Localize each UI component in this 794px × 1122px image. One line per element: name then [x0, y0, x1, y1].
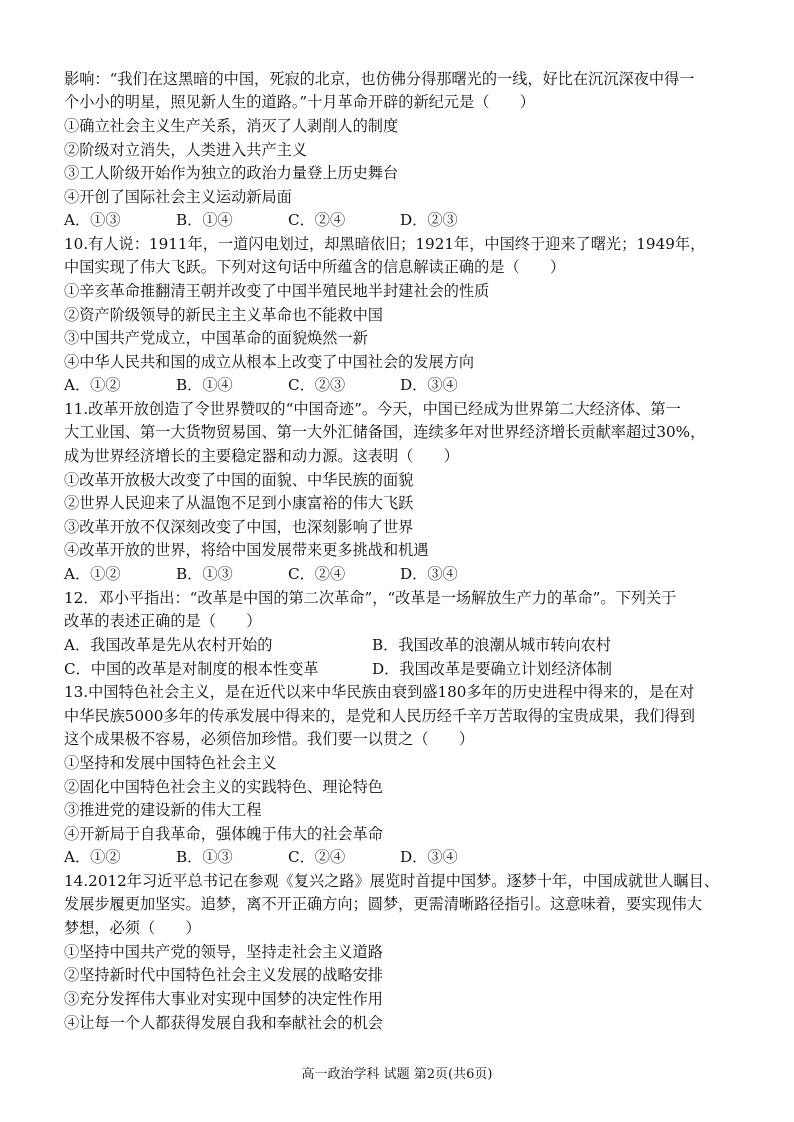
- q11-stem-line-2: 大工业国、第一大货物贸易国、第一大外汇储备国，连续多年对世界经济增长贡献率超过30%，: [64, 423, 706, 441]
- q10-item-4: ④中华人民共和国的成立从根本上改变了中国社会的发展方向: [64, 353, 475, 371]
- q14-stem-line-3: 梦想，必须（ ）: [64, 919, 201, 937]
- q13-item-4: ④开新局于自我革命，强体魄于伟大的社会革命: [64, 825, 383, 843]
- q11-stem-line-1: 11.改革开放创造了令世界赞叹的“中国奇迹”。今天，中国已经成为世界第二大经济体、第一: [64, 400, 681, 418]
- q13-option-d: D．③④: [400, 848, 458, 866]
- q14-item-3: ③充分发挥伟大事业对实现中国梦的决定性作用: [64, 990, 383, 1008]
- q11-option-d: D．③④: [400, 565, 458, 583]
- q9-stem-line-2: 个小小的明星，照见新人生的道路。”十月革命开辟的新纪元是（ ）: [64, 93, 535, 111]
- q9-item-3: ③工人阶级开始作为独立的政治力量登上历史舞台: [64, 164, 399, 182]
- q13-item-2: ②固化中国特色社会主义的实践特色、理论特色: [64, 778, 383, 796]
- q9-item-4: ④开创了国际社会主义运动新局面: [64, 188, 292, 206]
- q12-stem-line-1: 12．邓小平指出：“改革是中国的第二次革命”，“改革是一场解放生产力的革命”。下列关于: [64, 589, 677, 607]
- q11-option-b: B．①③: [176, 565, 233, 583]
- q9-option-d: D．②③: [400, 211, 458, 229]
- q9-option-c: C．②④: [288, 211, 346, 229]
- q14-item-4: ④让每一个人都获得发展自我和奉献社会的机会: [64, 1014, 383, 1032]
- q14-item-2: ②坚持新时代中国特色社会主义发展的战略安排: [64, 966, 383, 984]
- q10-options: [64, 375, 746, 395]
- q12-option-d: D．我国改革是要确立计划经济体制: [372, 660, 612, 678]
- q12-option-b: B．我国改革的浪潮从城市转向农村: [372, 636, 611, 654]
- q9-stem-line-1: 影响：“我们在这黑暗的中国，死寂的北京，也仿佛分得那曙光的一线，好比在沉沉深夜中得一: [64, 70, 695, 88]
- q10-stem-line-2: 中国实现了伟大飞跃。下列对这句话中所蕴含的信息解读正确的是（ ）: [64, 258, 566, 276]
- q13-option-c: C．②④: [288, 848, 346, 866]
- q12-options-row-1: [64, 635, 746, 655]
- q13-item-3: ③推进党的建设新的伟大工程: [64, 801, 262, 819]
- q9-option-b: B．①④: [176, 211, 233, 229]
- q10-item-1: ①辛亥革命推翻清王朝并改变了中国半殖民地半封建社会的性质: [64, 282, 490, 300]
- q13-option-b: B．①③: [176, 848, 233, 866]
- page-footer: 高一政治学科 试题 第2页(共6页): [301, 1067, 493, 1082]
- q12-stem-line-2: 改革的表述正确的是（ ）: [64, 612, 262, 630]
- q14-stem-line-1: 14.2012年习近平总书记在参观《复兴之路》展览时首提中国梦。逐梦十年，中国成就世人瞩目、: [64, 872, 720, 890]
- q11-option-c: C．②④: [288, 565, 346, 583]
- q14-item-1: ①坚持中国共产党的领导，坚持走社会主义道路: [64, 943, 383, 961]
- q11-stem-line-3: 成为世界经济增长的主要稳定器和动力源。这表明（ ）: [64, 447, 459, 465]
- q14-stem-line-2: 发展步履更加坚实。追梦，离不开正确方向；圆梦，更需清晰路径指引。这意味着，要实现伟大: [64, 895, 702, 913]
- q11-item-1: ①改革开放极大改变了中国的面貌、中华民族的面貌: [64, 471, 414, 489]
- q13-item-1: ①坚持和发展中国特色社会主义: [64, 754, 277, 772]
- q12-option-a: A．我国改革是先从农村开始的: [64, 636, 273, 654]
- q13-stem-line-3: 这个成果极不容易，必须倍加珍惜。我们要一以贯之（ ）: [64, 730, 475, 748]
- q11-item-4: ④改革开放的世界，将给中国发展带来更多挑战和机遇: [64, 541, 429, 559]
- q13-options: [64, 847, 746, 867]
- q11-item-2: ②世界人民迎来了从温饱不足到小康富裕的伟大飞跃: [64, 494, 414, 512]
- q13-option-a: A．①②: [64, 848, 121, 866]
- q9-options: [64, 210, 746, 230]
- q9-item-2: ②阶级对立消失，人类进入共产主义: [64, 141, 307, 159]
- q11-options: [64, 564, 746, 584]
- q10-item-2: ②资产阶级领导的新民主主义革命也不能救中国: [64, 306, 383, 324]
- q12-option-c: C．中国的改革是对制度的根本性变革: [64, 660, 319, 678]
- q9-option-a: A．①③: [64, 211, 121, 229]
- q13-stem-line-1: 13.中国特色社会主义，是在近代以来中华民族由衰到盛180多年的历史进程中得来的，是在对: [64, 683, 695, 701]
- q12-options-row-2: [64, 659, 746, 679]
- q10-stem-line-1: 10.有人说：1911年，一道闪电划过，却黑暗依旧；1921年，中国终于迎来了曙光；1949年，: [64, 235, 706, 253]
- q11-item-3: ③改革开放不仅深刻改变了中国，也深刻影响了世界: [64, 518, 414, 536]
- q9-item-1: ①确立社会主义生产关系，消灭了人剥削人的制度: [64, 117, 399, 135]
- q11-option-a: A．①②: [64, 565, 121, 583]
- q10-option-a: A．①②: [64, 376, 121, 394]
- q10-option-b: B．①④: [176, 376, 233, 394]
- q10-item-3: ③中国共产党成立，中国革命的面貌焕然一新: [64, 329, 368, 347]
- q10-option-c: C．②③: [288, 376, 346, 394]
- q10-option-d: D．③④: [400, 376, 458, 394]
- q13-stem-line-2: 中华民族5000多年的传承发展中得来的，是党和人民历经千辛万苦取得的宝贵成果，我们得到: [64, 707, 695, 725]
